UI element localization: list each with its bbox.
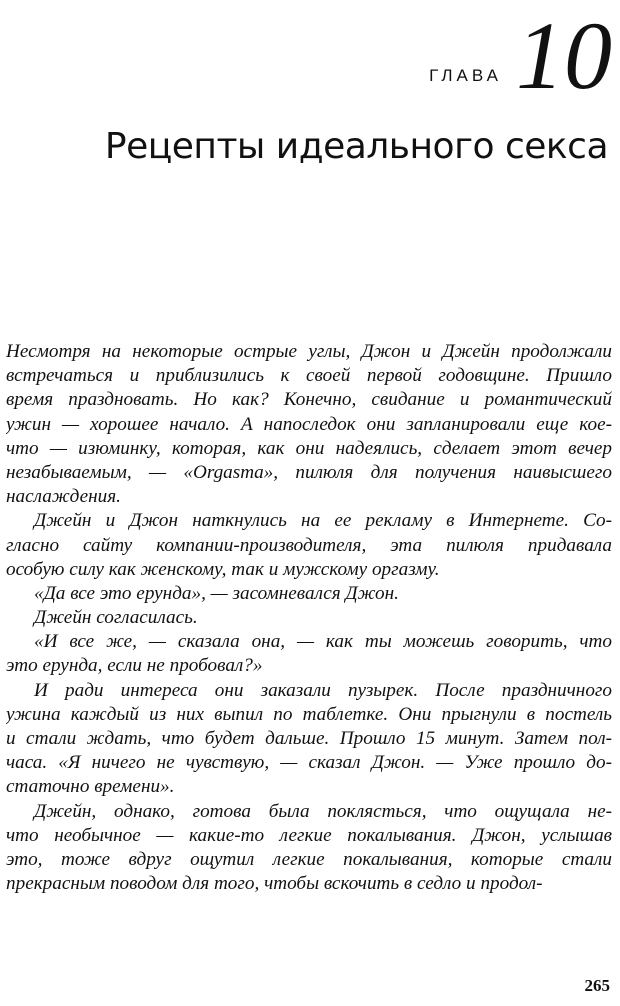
paragraph-line: что необычное — какие-то легкие покалывания. Джон, услышав [6, 824, 612, 846]
page-number: 265 [584, 976, 610, 995]
paragraph-line: незабываемым, — «Orgasma», пилюля для получения наивысшего [6, 461, 612, 483]
paragraph-line: часа. «Я ничего не чувствую, — сказал Джон. — Уже прошло до- [6, 752, 612, 774]
paragraph-line: встречаться и приблизились к своей первой годовщине. Пришло [6, 365, 612, 387]
paragraph-line: статочно времени». [6, 776, 175, 798]
paragraph-line: ужин — хорошее начало. А напоследок они запланировали еще кое- [6, 413, 612, 435]
paragraph-first-line: «И все же, — сказала она, — как ты можешь говорить, что [34, 631, 612, 653]
paragraph-line: особую силу как женскому, так и мужскому оргазму. [6, 558, 440, 580]
paragraph-line: что — изюминку, которая, как они надеялись, сделает этот вечер [6, 437, 612, 459]
paragraph-first-line: «Да все это ерунда», — засомневался Джон. [34, 582, 399, 604]
paragraph-first-line: Джейн согласилась. [34, 607, 198, 629]
chapter-header [429, 0, 612, 110]
chapter-title: Рецепты идеального секса [104, 126, 608, 167]
paragraph-line: гласно сайту компании-производителя, эта пилюля придавала [6, 534, 612, 556]
chapter-label: ГЛАВА [429, 66, 502, 85]
paragraph-line: и стали ждать, что будет дальше. Прошло 15 минут. Затем пол- [6, 728, 612, 749]
paragraph-line: наслаждения. [6, 486, 121, 508]
paragraph-first-line: И ради интереса они заказали пузырек. После праздничного [34, 679, 612, 701]
paragraph-line: это, тоже вдруг ощутил легкие покалывания, которые стали [6, 848, 612, 870]
paragraph-line: время праздновать. Но как? Конечно, свидание и романтический [6, 389, 612, 411]
paragraph-line: прекрасным поводом для того, чтобы вскочить в седло и продол- [6, 873, 543, 895]
paragraph-first-line: Несмотря на некоторые острые углы, Джон и Джейн продолжали [6, 341, 612, 362]
chapter-number: 10 [516, 2, 612, 109]
paragraph-first-line: Джейн, однако, готова была поклясться, что ощущала не- [34, 800, 612, 822]
paragraph-line: это ерунда, если не пробовал?» [6, 655, 263, 677]
body-text [6, 340, 612, 896]
paragraph-first-line: Джейн и Джон наткнулись на ее рекламу в Интернете. Со- [34, 510, 612, 532]
paragraph-line: ужина каждый из них выпил по таблетке. Они прыгнули в постель [6, 703, 612, 725]
